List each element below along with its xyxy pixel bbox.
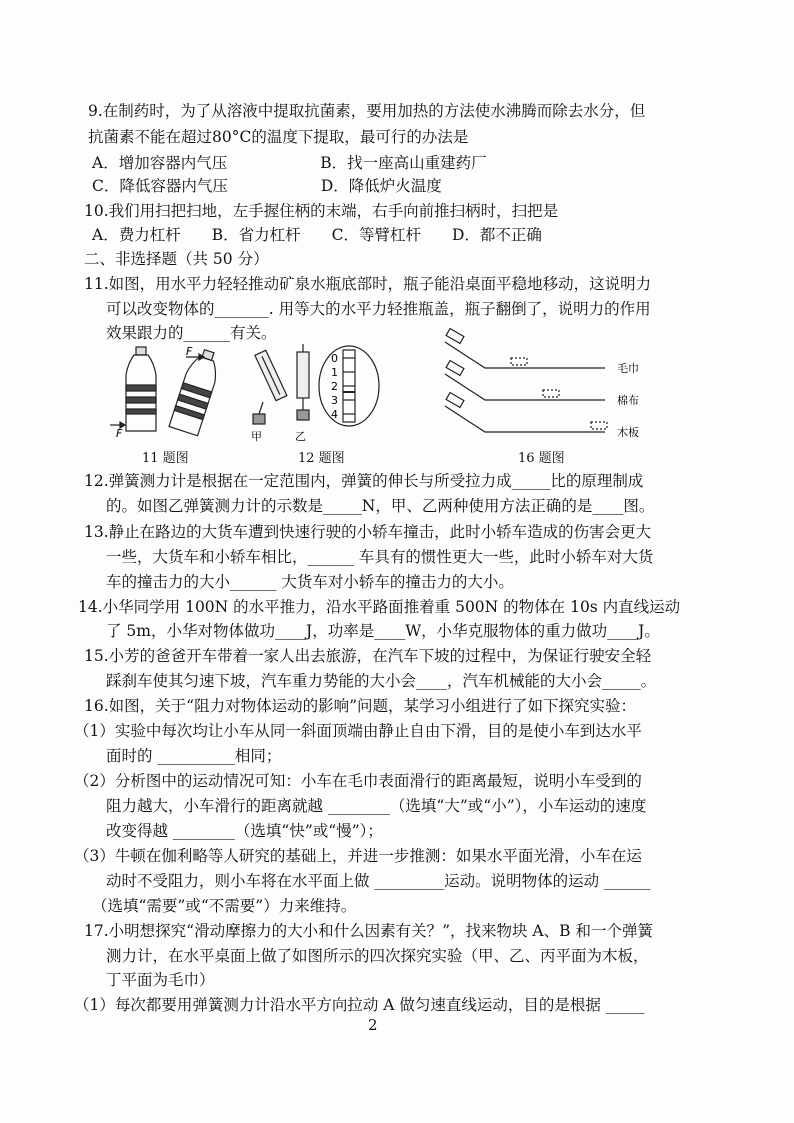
q13-line3: 车的撞击力的大小______ 大货车对小轿车的撞击力的大小。 (106, 573, 514, 591)
q12-line2: 的。如图乙弹簧测力计的示数是_____N，甲、乙两种使用方法正确的是____图。 (106, 497, 655, 515)
fig16-label-cotton: 棉布 (617, 394, 639, 407)
q16-line1: 16.如图，关于“阻力对物体运动的影响”问题，某学习小组进行了如下探究实验： (84, 697, 637, 715)
q15-line1: 15.小芳的爸爸开车带着一家人出去旅游，在汽车下坡的过程中，为保证行驶安全轻 (84, 647, 652, 665)
q17-part1-line1: （1）每次都要用弹簧测力计沿水平方向拉动 A 做匀速直线运动，目的是根据 _____ (74, 996, 645, 1014)
fig11-force-label-top: F (186, 345, 193, 358)
fig12-caption: 12 题图 (298, 451, 345, 466)
fig12-spring-scales (245, 340, 385, 445)
q15-line2: 踩刹车使其匀速下坡，汽车重力势能的大小会____，汽车机械能的大小会_____。 (106, 672, 657, 690)
q17-line2: 测力计，在水平桌面上做了如图所示的四次探究实验（甲、乙、丙平面为木板， (106, 947, 649, 965)
section-two-heading: 二、非选择题（共 50 分） (84, 250, 269, 268)
q16-part3-line3: （选填“需要”或“不需要”）力来维持。 (92, 897, 357, 915)
q11-line3: 效果跟力的______有关。 (106, 324, 277, 342)
fig12-label-yi: 乙 (295, 430, 306, 443)
q9-line1: 9.在制药时，为了从溶液中提取抗菌素，要用加热的方法使水沸腾而除去水分，但 (88, 102, 646, 120)
page-number: 2 (368, 1016, 378, 1034)
q14-line1: 14.小华同学用 100N 的水平推力，沿水平路面推着重 500N 的物体在 10s 内直线运动 (78, 598, 681, 616)
q16-part3-line1: （3）牛顿在伽利略等人研究的基础上，并进一步推测：如果水平面光滑，小车在运 (74, 847, 642, 865)
q16-part3-line2: 动时不受阻力，则小车将在水平面上做 _________运动。说明物体的运动 ______ (106, 872, 651, 890)
fig16-caption: 16 题图 (518, 451, 565, 466)
q16-part1-line2: 面时的 __________相同； (106, 747, 282, 765)
q16-part2-line2: 阻力越大，小车滑行的距离就越 ________（选填“大”或“小”），小车运动的速度 (106, 797, 647, 815)
fig12-tick-1: 1 (331, 366, 338, 379)
q9-options-ab: A．增加容器内气压 B．找一座高山重建药厂 (92, 154, 487, 172)
fig12-tick-2: 2 (331, 380, 338, 393)
q9-options-cd: C．降低容器内气压 D．降低炉火温度 (92, 177, 442, 195)
q11-line1: 11.如图，用水平力轻轻推动矿泉水瓶底部时，瓶子能沿桌面平稳地移动，这说明力 (84, 275, 652, 293)
q14-line2: 了 5m，小华对物体做功____J，功率是____W，小华克服物体的重力做功____J。 (106, 622, 660, 640)
fig12-tick-0: 0 (331, 352, 338, 365)
q17-line1: 17.小明想探究“滑动摩擦力的大小和什么因素有关？”，找来物块 A、B 和一个弹簧 (84, 922, 653, 940)
fig11-bottles (110, 345, 230, 440)
fig12-tick-4: 4 (331, 408, 338, 421)
fig16-label-wood: 木板 (617, 426, 639, 439)
fig12-label-jia: 甲 (251, 430, 262, 443)
q12-line1: 12.弹簧测力计是根据在一定范围内，弹簧的伸长与所受拉力成_____比的原理制成 (84, 472, 644, 490)
q16-part2-line3: 改变得越 ________（选填“快”或“慢”）； (106, 822, 383, 840)
q17-line3: 丁平面为毛巾） (106, 971, 215, 989)
fig16-label-towel: 毛巾 (617, 362, 639, 375)
fig11-caption: 11 题图 (142, 451, 189, 466)
q13-line2: 一些，大货车和小轿车相比，______ 车具有的惯性更大一些，此时小轿车对大货 (106, 548, 654, 566)
q10-line1: 10.我们用扫把扫地，左手握住柄的末端，右手向前推扫柄时，扫把是 (84, 202, 559, 220)
q9-line2: 抗菌素不能在超过80°C的温度下提取，最可行的办法是 (88, 128, 469, 146)
q11-line2: 可以改变物体的_______. 用等大的水平力轻推瓶盖，瓶子翻倒了，说明力的作用 (106, 300, 651, 318)
fig11-force-label-bottom: F (116, 427, 123, 440)
fig12-tick-3: 3 (331, 394, 338, 407)
q13-line1: 13.静止在路边的大货车遭到快速行驶的小轿车撞击，此时小轿车造成的伤害会更大 (84, 523, 652, 541)
q16-part1-line1: （1）实验中每次均让小车从同一斜面顶端由静止自由下滑，目的是使小车到达水平 (74, 722, 642, 740)
fig16-ramps (435, 328, 675, 440)
q10-options: A．费力杠杆 B．省力杠杆 C．等臂杠杆 D．都不正确 (92, 226, 542, 244)
q16-part2-line1: （2）分析图中的运动情况可知：小车在毛巾表面滑行的距离最短，说明小车受到的 (74, 772, 642, 790)
